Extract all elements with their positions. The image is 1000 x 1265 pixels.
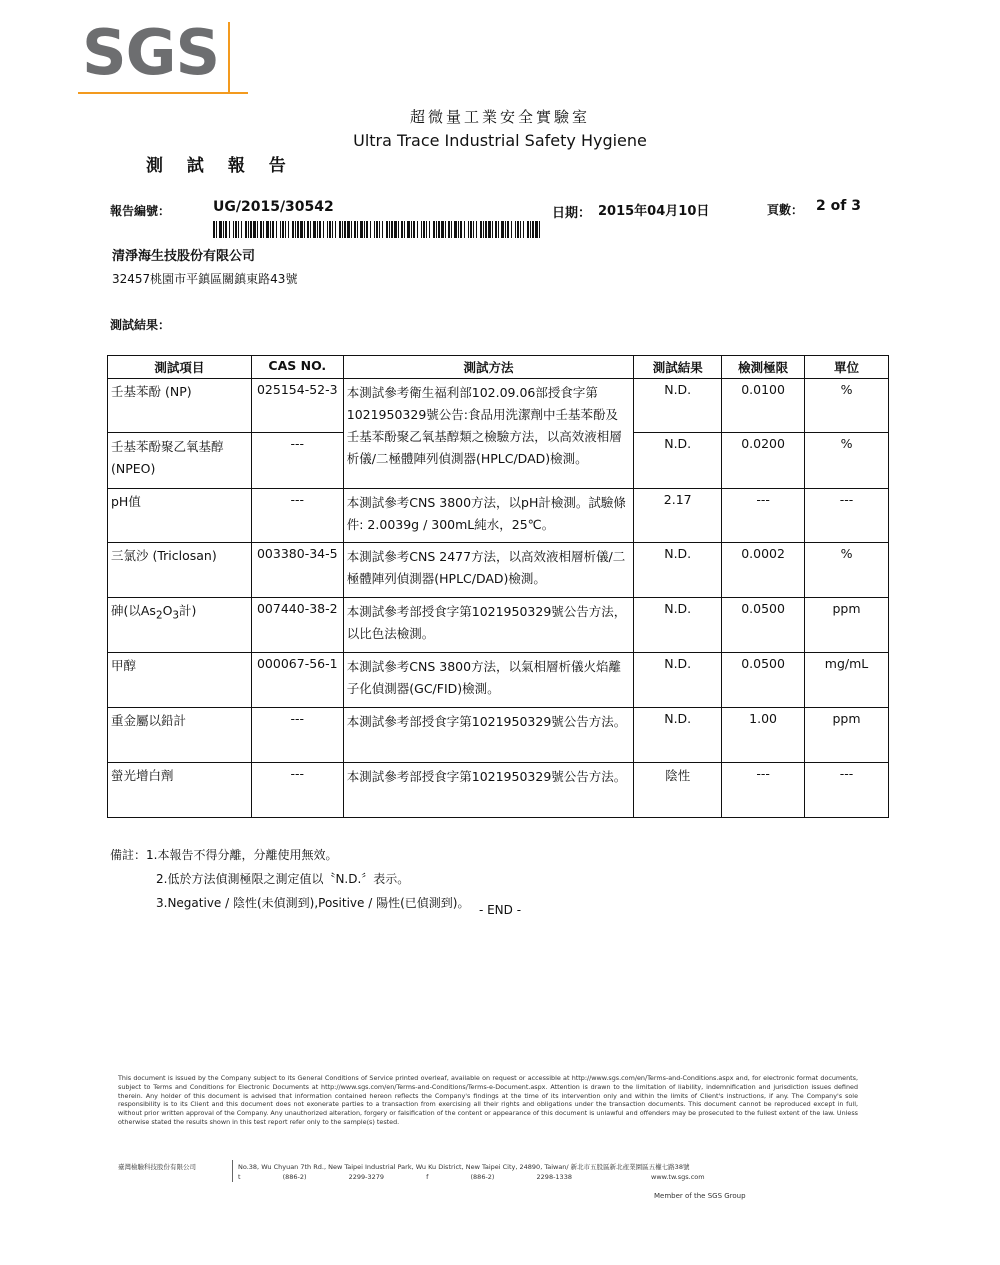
footer-contact (238, 1173, 572, 1181)
table-row (108, 763, 889, 818)
item-subscript-2: 3 (172, 609, 180, 622)
results-label: 測試結果： (110, 318, 171, 332)
limit-cell: 1.00 (722, 708, 805, 763)
unit-cell: % (805, 379, 889, 433)
method-cell: 本測試參考部授食字第1021950329號公告方法。 (343, 708, 634, 763)
item-cell: 重金屬以鉛計 (108, 708, 252, 763)
result-cell: N.D. (634, 708, 722, 763)
footer-website[interactable]: www.tw.sgs.com (651, 1173, 705, 1181)
unit-cell: ppm (805, 598, 889, 653)
note-3: 3.Negative / 陰性(未偵測到),Positive / 陽性(已偵測到)。 (156, 896, 470, 910)
limit-cell: 0.0100 (722, 379, 805, 433)
footer-fax: f (886-2) 2298-1338 (426, 1173, 572, 1181)
item-cell: 螢光增白劑 (108, 763, 252, 818)
table-row (108, 379, 889, 433)
header-method: 測試方法 (343, 356, 634, 379)
limit-cell: 0.0002 (722, 543, 805, 598)
result-cell: N.D. (634, 543, 722, 598)
client-company: 清淨海生技股份有限公司 (112, 249, 256, 264)
note-1-text: 1.本報告不得分離，分離使用無效。 (146, 848, 338, 862)
header-limit: 檢測極限 (722, 356, 805, 379)
item-subscript-1: 2 (155, 609, 163, 622)
method-cell: 本測試參考部授食字第1021950329號公告方法。 (343, 763, 634, 818)
method-cell: 本測試參考CNS 2477方法，以高效液相層析儀/二極體陣列偵測器(HPLC/DAD)檢測。 (343, 543, 634, 598)
note-2: 2.低於方法偵測極限之測定值以〝N.D.〞表示。 (156, 872, 410, 886)
cas-cell: --- (251, 489, 343, 543)
report-no-label: 報告編號： (110, 204, 171, 218)
results-table (107, 355, 889, 818)
limit-cell: 0.0500 (722, 653, 805, 708)
result-cell: 陰性 (634, 763, 722, 818)
method-cell: 本測試參考衛生福利部102.09.06部授食字第1021950329號公告:食品用洗潔劑中壬基苯酚及壬基苯酚聚乙氧基醇類之檢驗方法，以高效液相層析儀/二極體陣列偵測器(HPLC/DAD)檢測。 (343, 379, 634, 489)
item-cell: pH值 (108, 489, 252, 543)
page-number: 2 of 3 (816, 198, 861, 214)
report-date: 2015年04月10日 (598, 204, 710, 219)
footer-address: No.38, Wu Chyuan 7th Rd., New Taipei Industrial Park, Wu Ku District, New Taipei City, 24890, Taiwan/ 新北市五股區新北產業園區五權七路38號 (238, 1163, 690, 1171)
table-row (108, 543, 889, 598)
unit-cell: % (805, 543, 889, 598)
item-cell: 三氯沙 (Triclosan) (108, 543, 252, 598)
table-header-row (108, 356, 889, 379)
footer-company-left: 臺灣檢驗科技股份有限公司 (118, 1163, 196, 1171)
document-title: 測 試 報 告 (146, 156, 295, 176)
notes-label: 備註： (110, 848, 147, 862)
item-text-post: 計) (179, 603, 197, 618)
unit-cell: --- (805, 489, 889, 543)
cas-cell: --- (251, 433, 343, 489)
note-1 (110, 843, 469, 867)
method-cell: 本測試參考部授食字第1021950329號公告方法，以比色法檢測。 (343, 598, 634, 653)
logo-text: SGS (82, 16, 220, 89)
date-label: 日期： (552, 206, 592, 221)
lab-name-zh: 超微量工業安全實驗室 (409, 108, 590, 126)
unit-cell: mg/mL (805, 653, 889, 708)
header-result: 測試結果 (634, 356, 722, 379)
limit-cell: --- (722, 489, 805, 543)
unit-cell: --- (805, 763, 889, 818)
cas-cell: --- (251, 708, 343, 763)
footer-disclaimer: This document is issued by the Company subject to its General Conditions of Service printed overleaf, available on request or accessible at http://www.sgs.com/en/Terms-and-Conditions.aspx and, for electronic format documents, subject to Terms and Conditions for Electronic Documents at http://www.sgs.com/en/Terms-and-Conditions/Terms-e-Document.aspx. Attention is drawn to the limitation of liability, indemnification and jurisdiction issues defined therein. Any holder of this document is advised that information contained hereon reflects the Company's findings at the time of its intervention only and within the limits of Client's instructions, if any. The Company's sole responsibility is to its Client and this document does not exonerate parties to a transaction from exercising all their rights and obligations under the transaction documents. This document cannot be reproduced except in full, without prior written approval of the Company. Any unauthorized alteration, forgery or falsification of the content or appearance of this document is unlawful and offenders may be prosecuted to the fullest extent of the law. Unless otherwise stated the results shown in this test report refer only to the sample(s) tested. (118, 1074, 858, 1126)
footer-divider (232, 1160, 233, 1182)
item-cell (108, 598, 252, 653)
result-cell: N.D. (634, 653, 722, 708)
limit-cell: --- (722, 763, 805, 818)
logo-accent-horizontal (78, 92, 248, 94)
header-cas: CAS NO. (251, 356, 343, 379)
method-cell: 本測試參考CNS 3800方法，以pH計檢測。試驗條件: 2.0039g / 300mL純水，25℃。 (343, 489, 634, 543)
result-cell: N.D. (634, 379, 722, 433)
page-label: 頁數： (767, 203, 804, 217)
result-cell: 2.17 (634, 489, 722, 543)
limit-cell: 0.0500 (722, 598, 805, 653)
header-item: 測試項目 (108, 356, 252, 379)
barcode (213, 221, 543, 238)
footer-member: Member of the SGS Group (654, 1192, 746, 1200)
cas-cell: 000067-56-1 (251, 653, 343, 708)
report-no: UG/2015/30542 (213, 199, 334, 215)
item-text-mid: O (162, 603, 173, 618)
table-row (108, 708, 889, 763)
result-cell: N.D. (634, 598, 722, 653)
item-cell: 甲醇 (108, 653, 252, 708)
footer-phone: t (886-2) 2299-3279 (238, 1173, 385, 1181)
cas-cell: 003380-34-5 (251, 543, 343, 598)
header-unit: 單位 (805, 356, 889, 379)
table-row (108, 653, 889, 708)
item-text-pre: 砷(以As (111, 603, 156, 618)
item-cell: 壬基苯酚聚乙氧基醇 (NPEO) (108, 433, 252, 489)
cas-cell: 007440-38-2 (251, 598, 343, 653)
limit-cell: 0.0200 (722, 433, 805, 489)
table-row (108, 598, 889, 653)
end-mark: - END - (478, 903, 522, 917)
cas-cell: 025154-52-3 (251, 379, 343, 433)
sgs-logo (78, 16, 258, 100)
item-cell: 壬基苯酚 (NP) (108, 379, 252, 433)
unit-cell: ppm (805, 708, 889, 763)
cas-cell: --- (251, 763, 343, 818)
logo-accent-vertical (228, 22, 230, 94)
unit-cell: % (805, 433, 889, 489)
barcode-bar (540, 221, 542, 238)
result-cell: N.D. (634, 433, 722, 489)
method-cell: 本測試參考CNS 3800方法，以氣相層析儀火焰離子化偵測器(GC/FID)檢測。 (343, 653, 634, 708)
lab-name-en: Ultra Trace Industrial Safety Hygiene (353, 131, 647, 150)
table-row (108, 489, 889, 543)
client-address: 32457桃園市平鎮區關鎮東路43號 (112, 272, 298, 286)
